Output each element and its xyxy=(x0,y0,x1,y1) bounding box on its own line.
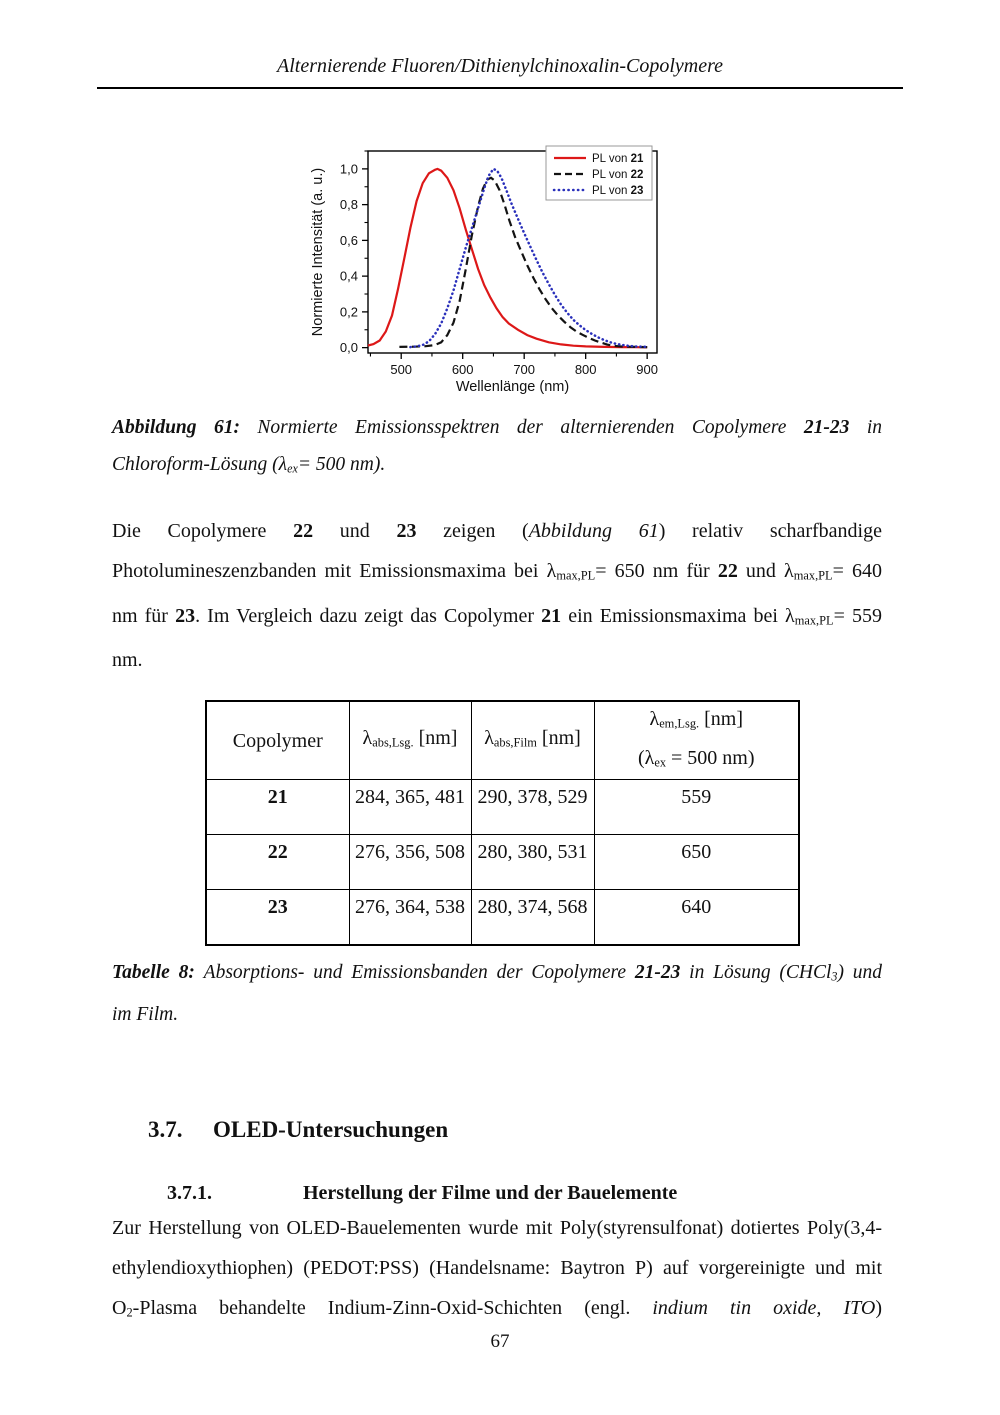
cell-abs-lsg: 276, 356, 508 xyxy=(349,835,471,890)
y-tick-label: 0,8 xyxy=(339,197,358,213)
subsection-heading xyxy=(167,1182,677,1205)
cell-abs-film: 280, 380, 531 xyxy=(471,835,594,890)
paragraph-line: nm. xyxy=(112,649,143,672)
legend-label-23: PL von 23 xyxy=(592,185,644,197)
figure-emission-spectra xyxy=(300,133,682,407)
page-number: 67 xyxy=(490,1331,510,1352)
x-axis-label: Wellenlänge (nm) xyxy=(455,379,570,395)
y-tick-label: 0,2 xyxy=(339,304,358,320)
cell-abs-film: 280, 374, 568 xyxy=(471,890,594,946)
x-tick-label: 800 xyxy=(574,362,597,377)
cell-em-lsg: 640 xyxy=(594,890,799,946)
cell-abs-lsg: 276, 364, 538 xyxy=(349,890,471,946)
paragraph-line: nm für 23. Im Vergleich dazu zeigt das Copolymer 21 ein Emissionsmaxima bei $\lambda_{max,PL}= 559$ xyxy=(112,604,882,628)
x-tick-label: 500 xyxy=(390,362,413,377)
y-tick-label: 1,0 xyxy=(339,161,358,177)
x-tick-label: 900 xyxy=(636,362,659,377)
body-paragraph-oled xyxy=(112,1208,882,1333)
col-header-copolymer: Copolymer xyxy=(206,701,349,780)
cell-copolymer: 23 xyxy=(206,890,349,946)
table-caption xyxy=(112,954,882,1033)
header-rule xyxy=(97,87,903,89)
cell-copolymer: 21 xyxy=(206,780,349,835)
col-header-abs-film: $\lambda_{abs,Film}$ [nm] xyxy=(471,701,594,780)
paragraph-line: ethylendioxythiophen) (PEDOT:PSS) (Handelsname: Baytron P) auf vorgereinigte und mit xyxy=(112,1257,882,1279)
cell-copolymer: 22 xyxy=(206,835,349,890)
table-caption-line: im Film. xyxy=(112,1003,179,1025)
section-title: OLED-Untersuchungen xyxy=(213,1117,449,1142)
paragraph-line: Die Copolymere 22 und 23 zeigen (Abbildung 61) relativ scharfbandige xyxy=(112,520,882,542)
cell-em-lsg: 650 xyxy=(594,835,799,890)
legend-label-21: PL von 21 xyxy=(592,153,644,165)
cell-abs-film: 290, 378, 529 xyxy=(471,780,594,835)
x-tick-label: 700 xyxy=(513,362,536,377)
paragraph-line: $O_2$-Plasma behandelte Indium-Zinn-Oxid-Schichten (engl. indium tin oxide, ITO) xyxy=(112,1297,882,1320)
body-paragraph-emission xyxy=(112,511,882,680)
figure-caption xyxy=(112,409,882,488)
table-row xyxy=(206,780,799,835)
figure-caption-line: Abbildung 61: Normierte Emissionsspektren der alternierenden Copolymere 21-23 in xyxy=(112,417,883,438)
figure-caption-line: Chloroform-Lösung ($\lambda_{ex}= 500$ nm). xyxy=(112,454,386,476)
table-caption-line: Tabelle 8: Absorptions- und Emissionsbanden der Copolymere 21-23 in Lösung (CHCl$_3$) und xyxy=(112,962,882,984)
y-tick-label: 0,0 xyxy=(339,340,358,356)
col-header-em-lsg-line2: ($\lambda_{ex} = 500$ nm) xyxy=(637,746,755,770)
subsection-number: 3.7.1. xyxy=(167,1182,212,1204)
paragraph-line: Photolumineszenzbanden mit Emissionsmaxima bei $\lambda_{max,PL}= 650$ nm für 22 und $\lambda_{max,PL}= 640$ xyxy=(112,560,883,583)
table-row xyxy=(206,890,799,946)
section-number: 3.7. xyxy=(148,1117,183,1142)
emission-spectra-chart xyxy=(300,133,682,407)
col-header-abs-lsg: $\lambda_{abs,Lsg.}$ [nm] xyxy=(349,701,471,780)
running-header: Alternierende Fluoren/Dithienylchinoxalin-Copolymere xyxy=(277,55,723,77)
y-axis-label: Normierte Intensität (a. u.) xyxy=(310,167,326,337)
col-header-em-lsg-line1: $\lambda_{em,Lsg.}$ [nm] xyxy=(649,708,743,731)
x-tick-label: 600 xyxy=(451,362,474,377)
section-heading xyxy=(148,1117,448,1143)
cell-em-lsg: 559 xyxy=(594,780,799,835)
cell-abs-lsg: 284, 365, 481 xyxy=(349,780,471,835)
table-row xyxy=(206,835,799,890)
col-header-em-lsg xyxy=(594,701,799,780)
paragraph-line: Zur Herstellung von OLED-Bauelementen wurde mit Poly(styrensulfonat) dotiertes Poly(3,4- xyxy=(112,1217,882,1239)
pl-curve-22 xyxy=(399,178,647,347)
y-tick-label: 0,4 xyxy=(339,268,358,284)
table-header-row xyxy=(206,701,799,780)
y-tick-label: 0,6 xyxy=(339,232,358,248)
legend-label-22: PL von 22 xyxy=(592,169,644,181)
absorption-emission-table xyxy=(205,700,800,946)
subsection-title: Herstellung der Filme und der Bauelemente xyxy=(303,1182,678,1204)
